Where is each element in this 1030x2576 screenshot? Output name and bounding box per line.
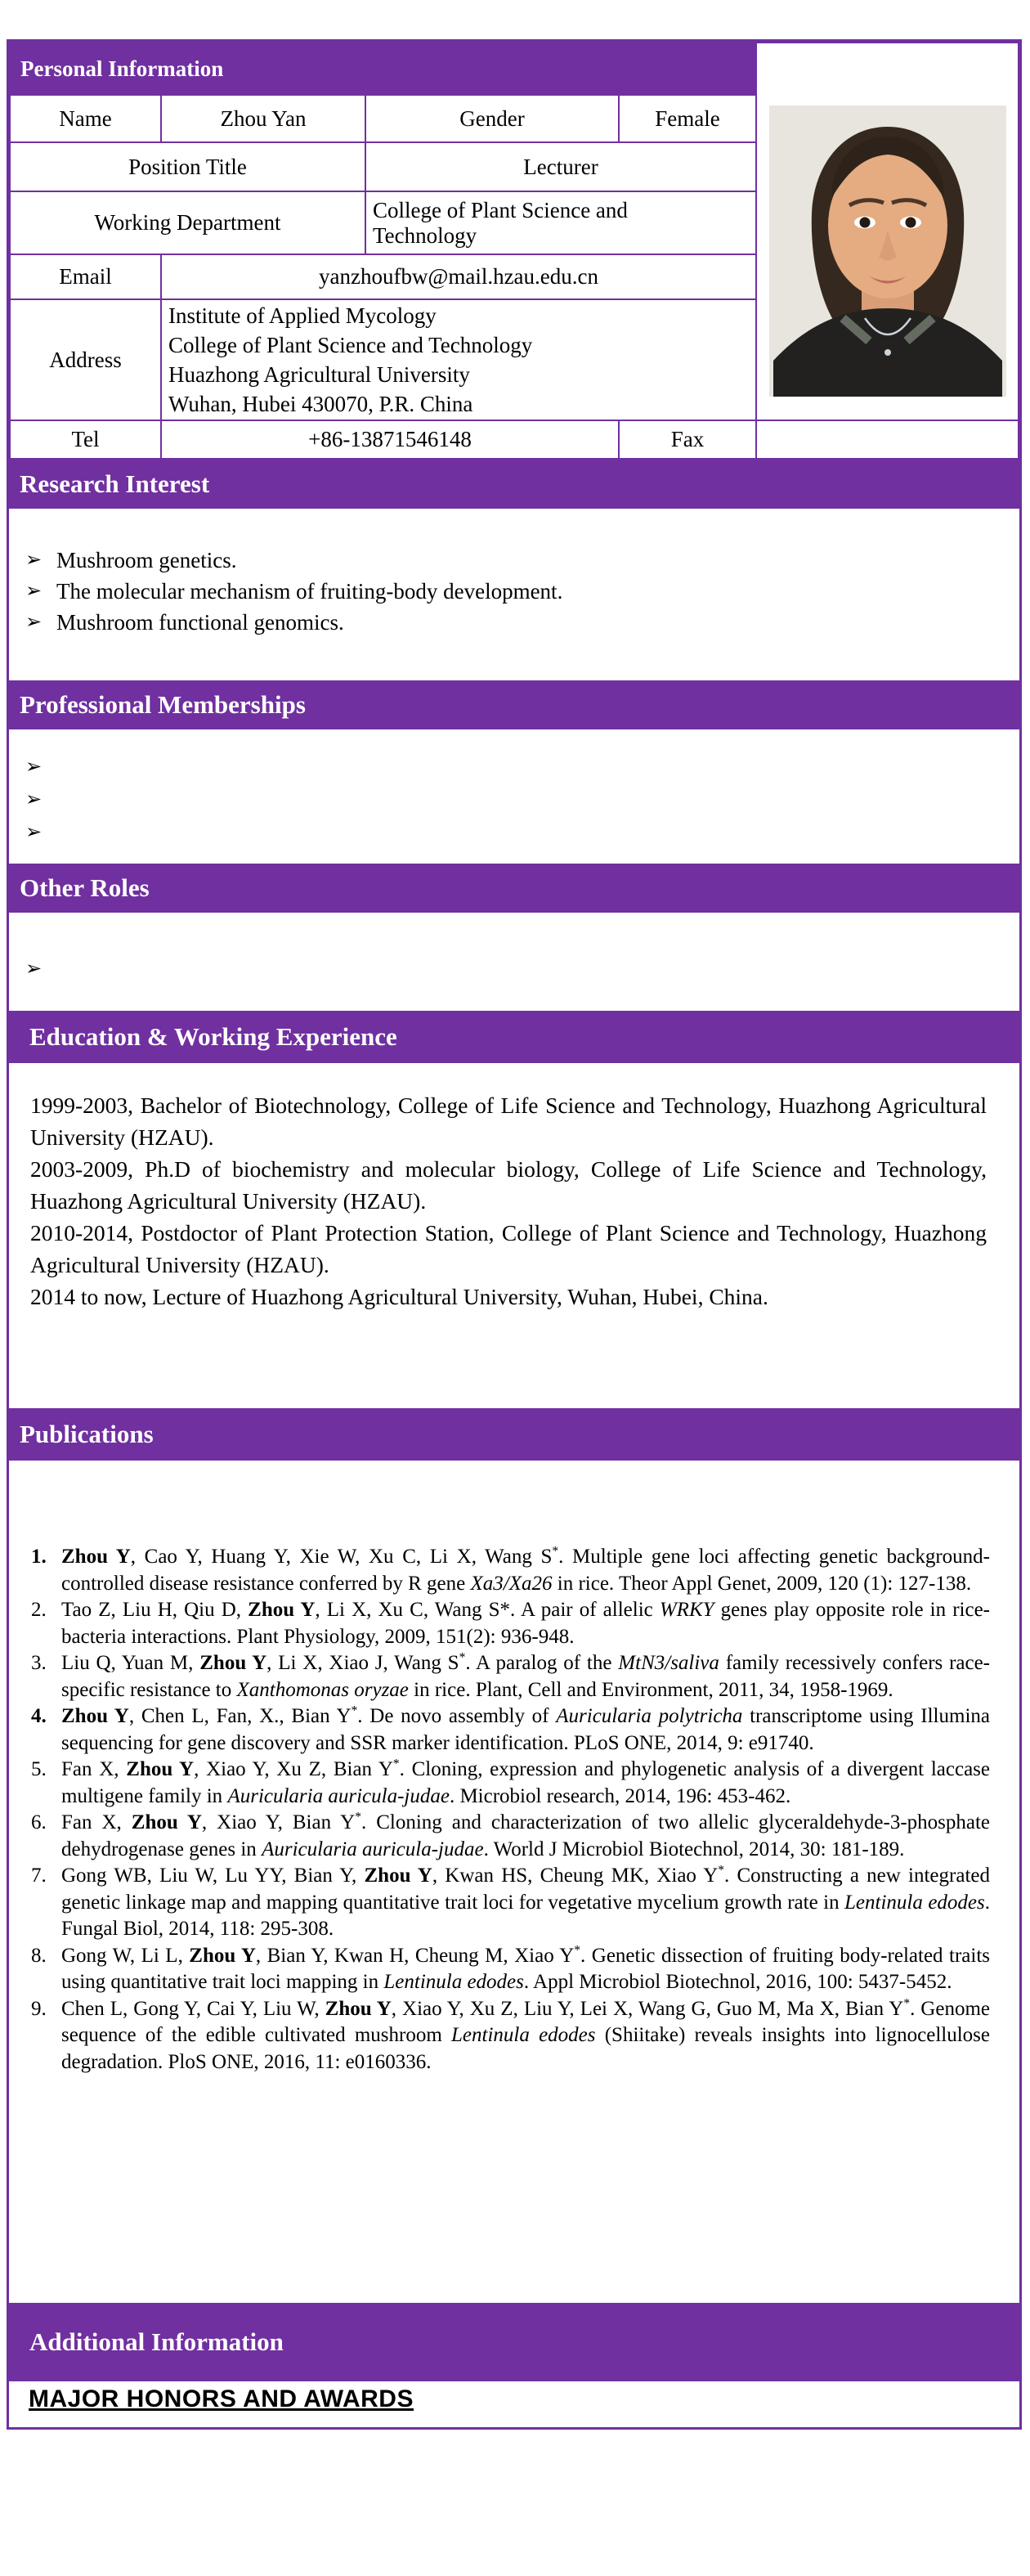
publication-text: Zhou Y, Cao Y, Huang Y, Xie W, Xu C, Li X, Wang S*. Multiple gene loci affecting genetic background-controlled disease resistance conferred by R gene Xa3/Xa26 in rice. Theor Appl Genet, 2009, 120 (1): 127-138. — [61, 1544, 990, 1595]
gender-value: Female — [619, 95, 756, 142]
arrow-bullet-icon: ➢ — [25, 581, 43, 602]
address-label: Address — [10, 299, 161, 420]
publication-text: Gong WB, Liu W, Lu YY, Bian Y, Zhou Y, Kwan HS, Cheung MK, Xiao Y*. Constructing a new integrated genetic linkage map and mapping quantitative trait loci for vegetative mycelium growth rate in Lentinula edodes. Fungal Biol, 2014, 118: 295-308. — [61, 1863, 990, 1940]
list-item-text — [56, 783, 1019, 816]
working-department-label: Working Department — [10, 191, 365, 254]
publications-list — [9, 1461, 1019, 2303]
arrow-bullet-icon: ➢ — [25, 756, 43, 778]
address-line: Huazhong Agricultural University — [168, 362, 470, 387]
faculty-profile-page — [7, 39, 1022, 2430]
publication-number: 6. — [31, 1811, 47, 1833]
working-department-value: College of Plant Science and Technology — [365, 191, 756, 254]
section-header-personal-information: Personal Information — [10, 43, 756, 95]
publication-text: Zhou Y, Chen L, Fan, X., Bian Y*. De novo assembly of Auricularia polytricha transcriptome using Illumina sequencing for gene discovery and SSR marker identification. PLoS ONE, 2014, 9: e91740. — [61, 1703, 990, 1754]
publication-item — [9, 1943, 1019, 1996]
education-entry: 2003-2009, Ph.D of biochemistry and molecular biology, College of Life Science and Technology, Huazhong Agricultural University (HZAU). — [30, 1156, 987, 1214]
education-entries — [9, 1063, 1019, 1408]
tel-value: +86-13871546148 — [161, 420, 619, 459]
publication-number: 8. — [31, 1944, 47, 1967]
name-label: Name — [10, 95, 161, 142]
publication-text: Liu Q, Yuan M, Zhou Y, Li X, Xiao J, Wang S*. A paralog of the MtN3/saliva family recessively confers race-specific resistance to Xanthomonas oryzae in rice. Plant, Cell and Environment, 2011, 34, 1958-1969. — [61, 1650, 991, 1701]
list-item — [9, 816, 1019, 849]
email-label: Email — [10, 254, 161, 299]
education-entry: 1999-2003, Bachelor of Biotechnology, College of Life Science and Technology, Huazhong Agricultural University (HZAU). — [30, 1093, 987, 1150]
publication-number: 5. — [31, 1758, 47, 1780]
publication-text: Tao Z, Liu H, Qiu D, Zhou Y, Li X, Xu C, Wang S*. A pair of allelic WRKY genes play opposite role in rice-bacteria interactions. Plant Physiology, 2009, 151(2): 936-948. — [61, 1599, 991, 1648]
other-roles-list — [9, 913, 1019, 1011]
publication-text: Fan X, Zhou Y, Xiao Y, Bian Y*. Cloning and characterization of two allelic glyceraldehyde-3-phosphate dehydrogenase genes in Auricularia auricula-judae. World J Microbiol Biotechnol, 2014, 30: 181-189. — [61, 1810, 991, 1860]
publication-item — [9, 1544, 1019, 1597]
position-title-value: Lecturer — [365, 142, 756, 191]
major-honors-heading: MAJOR HONORS AND AWARDS — [29, 2385, 414, 2412]
position-title-label: Position Title — [10, 142, 365, 191]
address-value — [161, 299, 756, 420]
list-item — [9, 607, 1019, 638]
publication-item — [9, 1650, 1019, 1703]
arrow-bullet-icon: ➢ — [25, 612, 43, 633]
education-entry: 2014 to now, Lecture of Huazhong Agricultural University, Wuhan, Hubei, China. — [30, 1284, 768, 1309]
list-item-text — [56, 816, 1019, 849]
list-item — [9, 783, 1019, 816]
publication-number: 4. — [31, 1705, 47, 1727]
fax-label: Fax — [619, 420, 756, 459]
list-item-text: Mushroom functional genomics. — [56, 610, 344, 635]
photo-cell — [756, 43, 1019, 420]
publication-text: Gong W, Li L, Zhou Y, Bian Y, Kwan H, Cheung M, Xiao Y*. Genetic dissection of fruiting body-related traits using quantitative trait loci mapping in Lentinula edodes. Appl Microbiol Biotechnol, 2016, 100: 5437-5452. — [61, 1943, 990, 1993]
list-item-text: The molecular mechanism of fruiting-body development. — [56, 579, 563, 604]
education-entry: 2010-2014, Postdoctor of Plant Protection Station, College of Plant Science and Technology, Huazhong Agricultural University (HZAU). — [30, 1220, 987, 1277]
publication-number: 3. — [31, 1652, 47, 1674]
publication-item — [9, 1597, 1019, 1650]
publication-text: Chen L, Gong Y, Cai Y, Liu W, Zhou Y, Xiao Y, Xu Z, Liu Y, Lei X, Wang G, Guo M, Ma X, Bian Y*. Genome sequence of the edible cultivated mushroom Lentinula edodes (Shiitake) reveals insights into lignocellulose degradation. PloS ONE, 2016, 11: e0160336. — [61, 1996, 991, 2073]
personal-info-table — [9, 42, 1019, 460]
publication-number: 7. — [31, 1865, 47, 1887]
arrow-bullet-icon: ➢ — [25, 822, 43, 843]
research-interest-list — [9, 509, 1019, 680]
arrow-bullet-icon: ➢ — [25, 550, 43, 571]
publication-item — [9, 1703, 1019, 1757]
publication-number: 9. — [31, 1997, 47, 2020]
address-line: Wuhan, Hubei 430070, P.R. China — [168, 392, 473, 416]
list-item — [9, 954, 1019, 985]
section-header-other-roles: Other Roles — [9, 864, 1019, 913]
list-item — [9, 751, 1019, 783]
list-item-text: Mushroom genetics. — [56, 548, 237, 572]
arrow-bullet-icon: ➢ — [25, 958, 43, 980]
publication-item — [9, 1757, 1019, 1810]
section-header-additional-information: Additional Information — [9, 2303, 1019, 2381]
publication-item — [9, 1996, 1019, 2076]
publication-item — [9, 1810, 1019, 1863]
fax-value — [756, 420, 1019, 459]
list-item — [9, 545, 1019, 576]
list-item-text — [56, 954, 1019, 985]
arrow-bullet-icon: ➢ — [25, 789, 43, 810]
section-header-research-interest: Research Interest — [9, 460, 1019, 509]
gender-label: Gender — [365, 95, 619, 142]
list-item — [9, 576, 1019, 607]
publication-number: 1. — [31, 1546, 47, 1568]
address-line: Institute of Applied Mycology — [168, 303, 437, 328]
publication-text: Fan X, Zhou Y, Xiao Y, Xu Z, Bian Y*. Cloning, expression and phylogenetic analysis of a divergent laccase multigene family in Auricularia auricula-judae. Microbiol research, 2014, 196: 453-462. — [61, 1757, 990, 1807]
list-item-text — [56, 751, 1019, 783]
additional-information-content — [9, 2381, 1019, 2427]
tel-label: Tel — [10, 420, 161, 459]
address-line: College of Plant Science and Technology — [168, 333, 533, 357]
section-header-education: Education & Working Experience — [9, 1011, 1019, 1063]
email-value: yanzhoufbw@mail.hzau.edu.cn — [161, 254, 756, 299]
name-value: Zhou Yan — [161, 95, 365, 142]
publication-number: 2. — [31, 1599, 47, 1621]
section-header-publications: Publications — [9, 1408, 1019, 1461]
publication-item — [9, 1863, 1019, 1943]
profile-photo — [769, 105, 1006, 397]
section-header-professional-memberships: Professional Memberships — [9, 680, 1019, 729]
professional-memberships-list — [9, 729, 1019, 864]
